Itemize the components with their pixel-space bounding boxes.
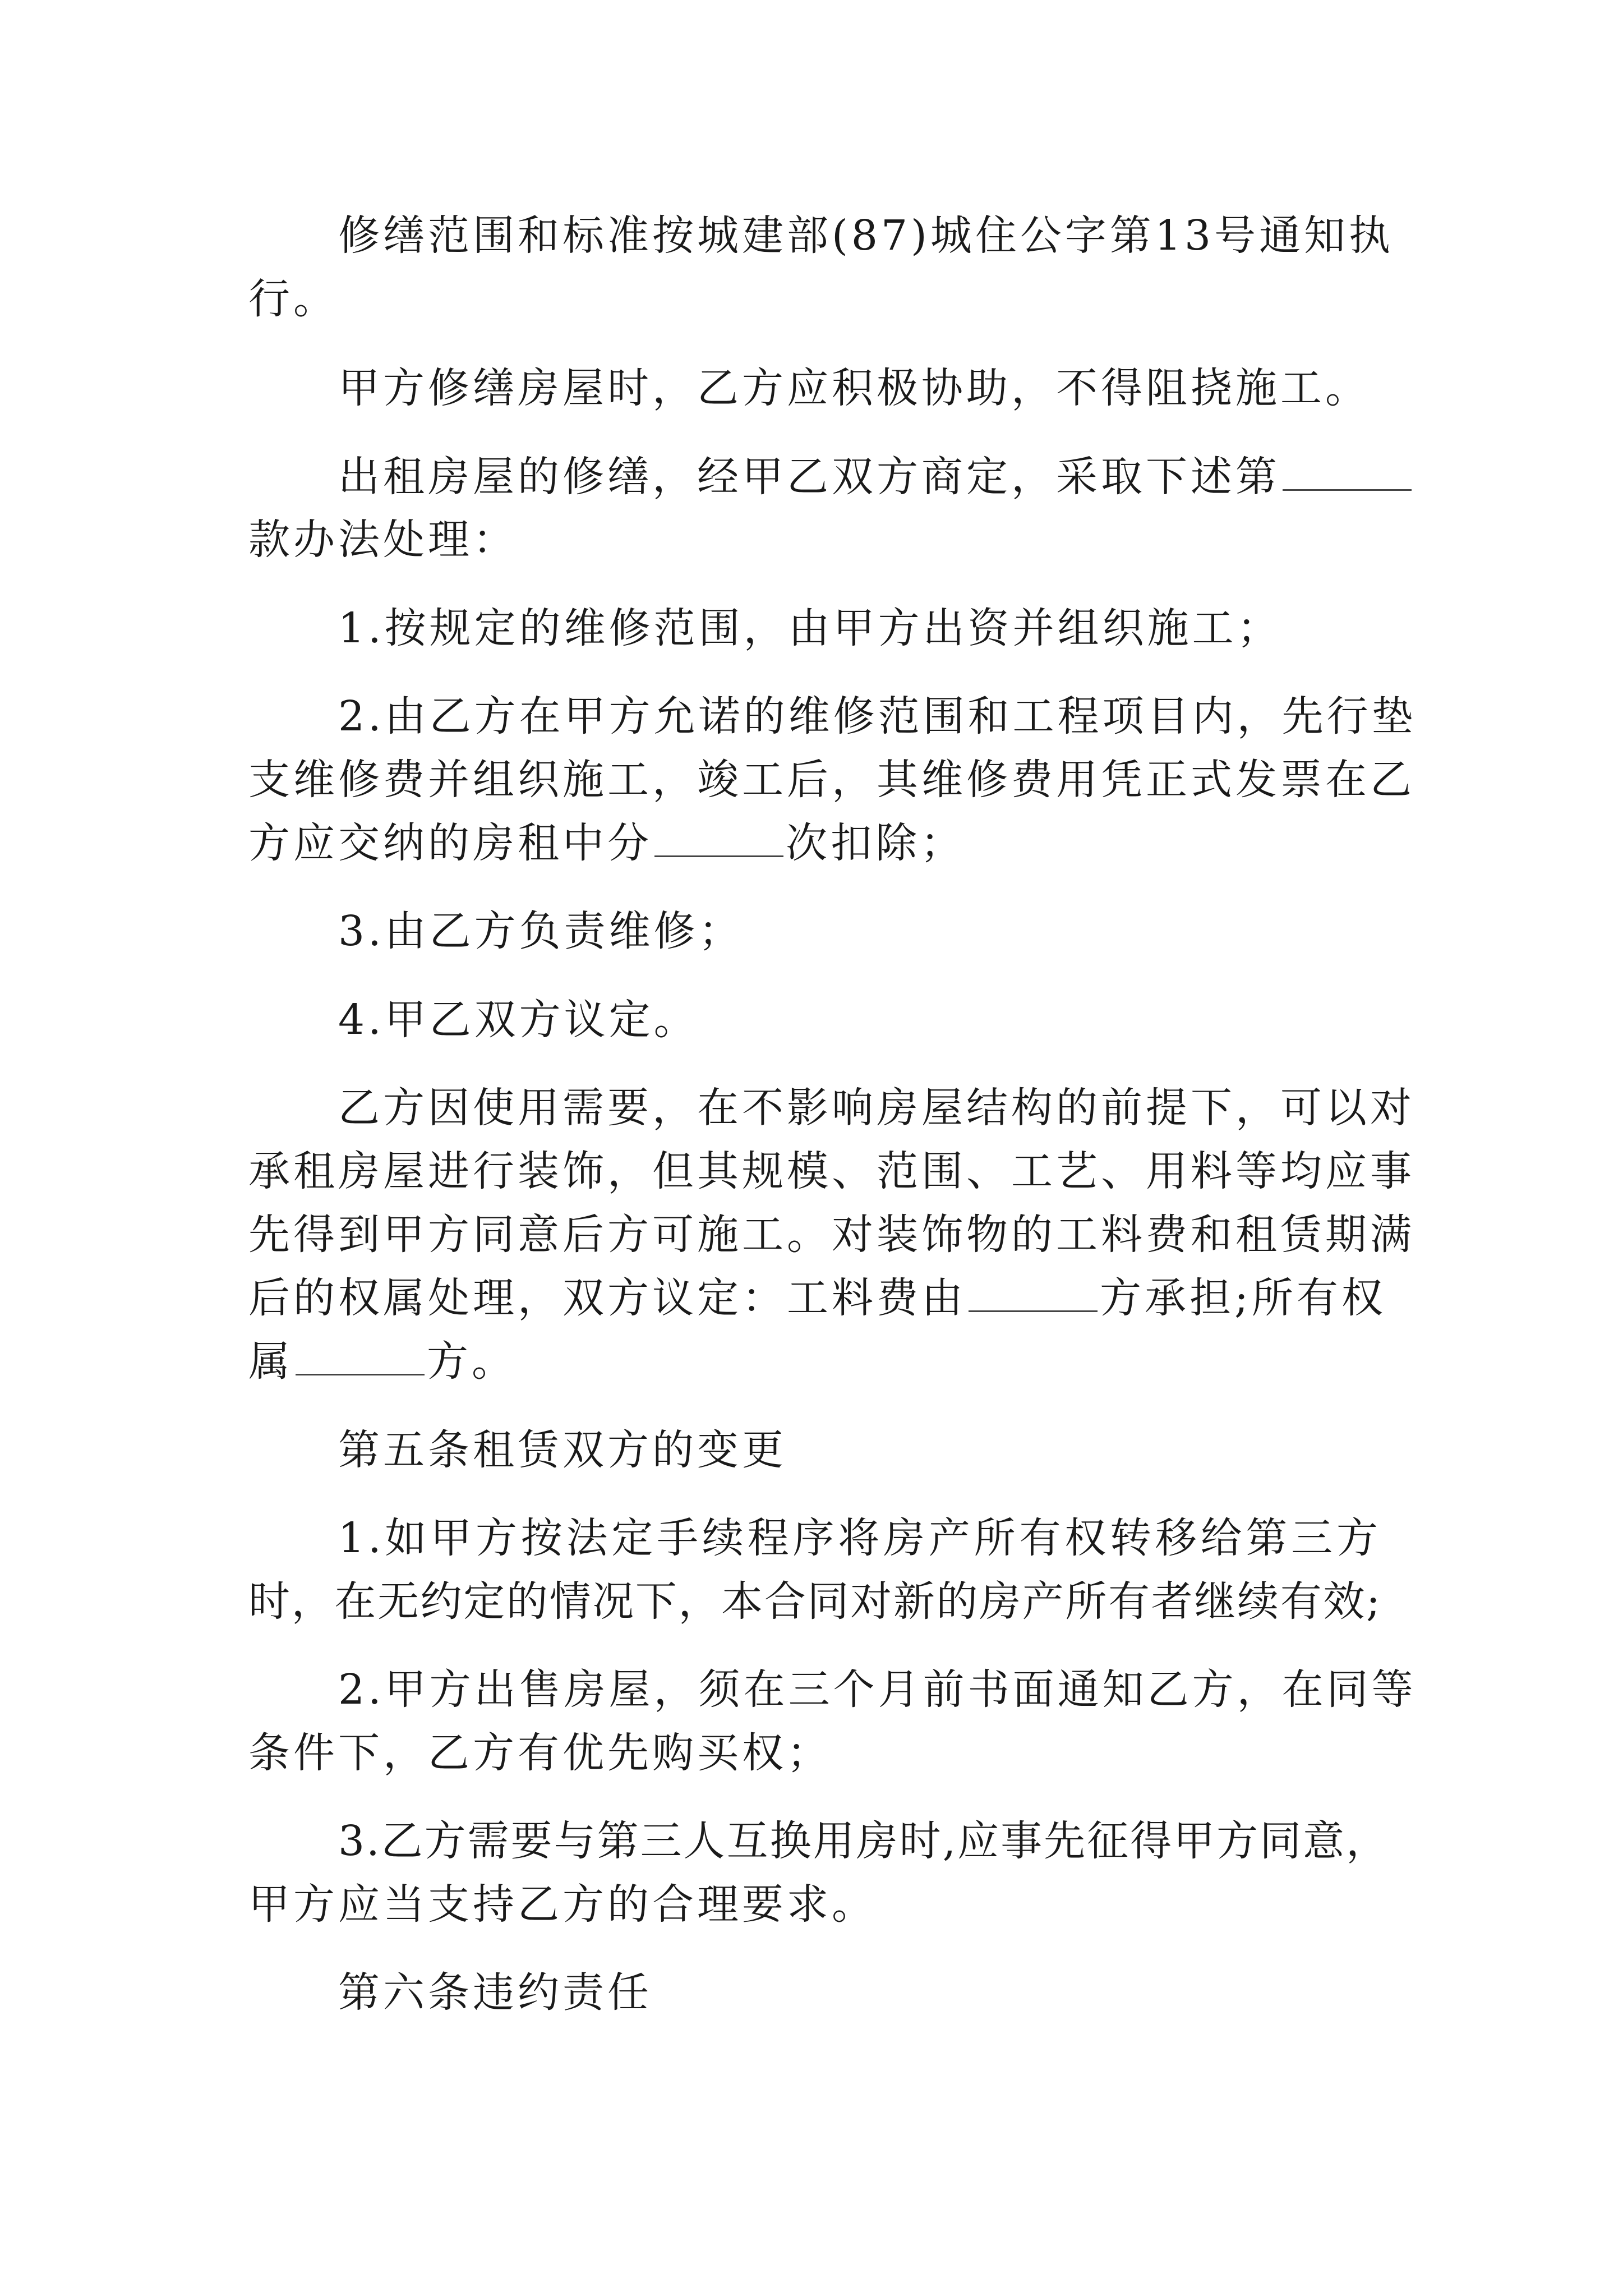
paragraph-line — [248, 815, 965, 871]
paragraph-line: 1.如甲方按法定手续程序将房产所有权转移给第三方 — [338, 1514, 1381, 1562]
fill-in-blank — [1283, 454, 1412, 491]
paragraph-line: 先得到甲方同意后方可施工。对装饰物的工料费和租赁期满 — [248, 1211, 1415, 1259]
paragraph-line: 支维修费并组织施工，竣工后，其维修费用凭正式发票在乙 — [248, 756, 1415, 804]
fill-in-blank — [296, 1339, 425, 1375]
section-heading: 第五条租赁双方的变更 — [338, 1426, 787, 1474]
paragraph-line: 行。 — [248, 275, 338, 323]
paragraph-line: 条件下，乙方有优先购买权； — [248, 1729, 832, 1777]
fill-in-blank — [654, 821, 783, 857]
paragraph-text: 出租房屋的修缮，经甲乙双方商定，采取下述第 — [338, 453, 1280, 501]
paragraph-line — [338, 449, 1414, 505]
paragraph-text: 方承担;所有权 — [1100, 1274, 1386, 1322]
paragraph-text: 后的权属处理，双方议定：工料费由 — [248, 1274, 966, 1322]
paragraph-line: 时，在无约定的情况下，本合同对新的房产所有者继续有效; — [248, 1577, 1381, 1626]
paragraph-line: 甲方应当支持乙方的合理要求。 — [248, 1880, 877, 1929]
paragraph-text: 属 — [248, 1337, 293, 1386]
paragraph-line: 3.乙方需要与第三人互换用房时,应事先征得甲方同意， — [338, 1817, 1390, 1865]
paragraph-text: 方应交纳的房租中分 — [248, 819, 652, 867]
paragraph-line: 甲方修缮房屋时，乙方应积极协助，不得阻挠施工。 — [338, 364, 1370, 412]
paragraph-line: 2.由乙方在甲方允诺的维修范围和工程项目内，先行垫 — [338, 692, 1417, 740]
paragraph-text: 次扣除； — [786, 819, 965, 867]
paragraph-line: 1.按规定的维修范围，由甲方出资并组织施工； — [338, 604, 1282, 652]
fill-in-blank — [969, 1276, 1098, 1312]
paragraph-line: 3.由乙方负责维修； — [338, 907, 744, 955]
paragraph-line: 2.甲方出售房屋，须在三个月前书面通知乙方，在同等 — [338, 1665, 1417, 1714]
paragraph-line — [248, 1270, 1386, 1326]
paragraph-text: 方。 — [427, 1337, 517, 1386]
paragraph-line: 款办法处理： — [248, 516, 518, 564]
paragraph-line: 承租房屋进行装饰，但其规模、范围、工艺、用料等均应事 — [248, 1147, 1415, 1195]
paragraph-line — [248, 1333, 517, 1389]
paragraph-line: 修缮范围和标准按城建部(87)城住公字第13号通知执 — [338, 211, 1394, 260]
paragraph-line: 乙方因使用需要，在不影响房屋结构的前提下，可以对 — [338, 1084, 1415, 1132]
paragraph-line: 4.甲乙双方议定。 — [338, 996, 699, 1044]
section-heading: 第六条违约责任 — [338, 1968, 652, 2017]
